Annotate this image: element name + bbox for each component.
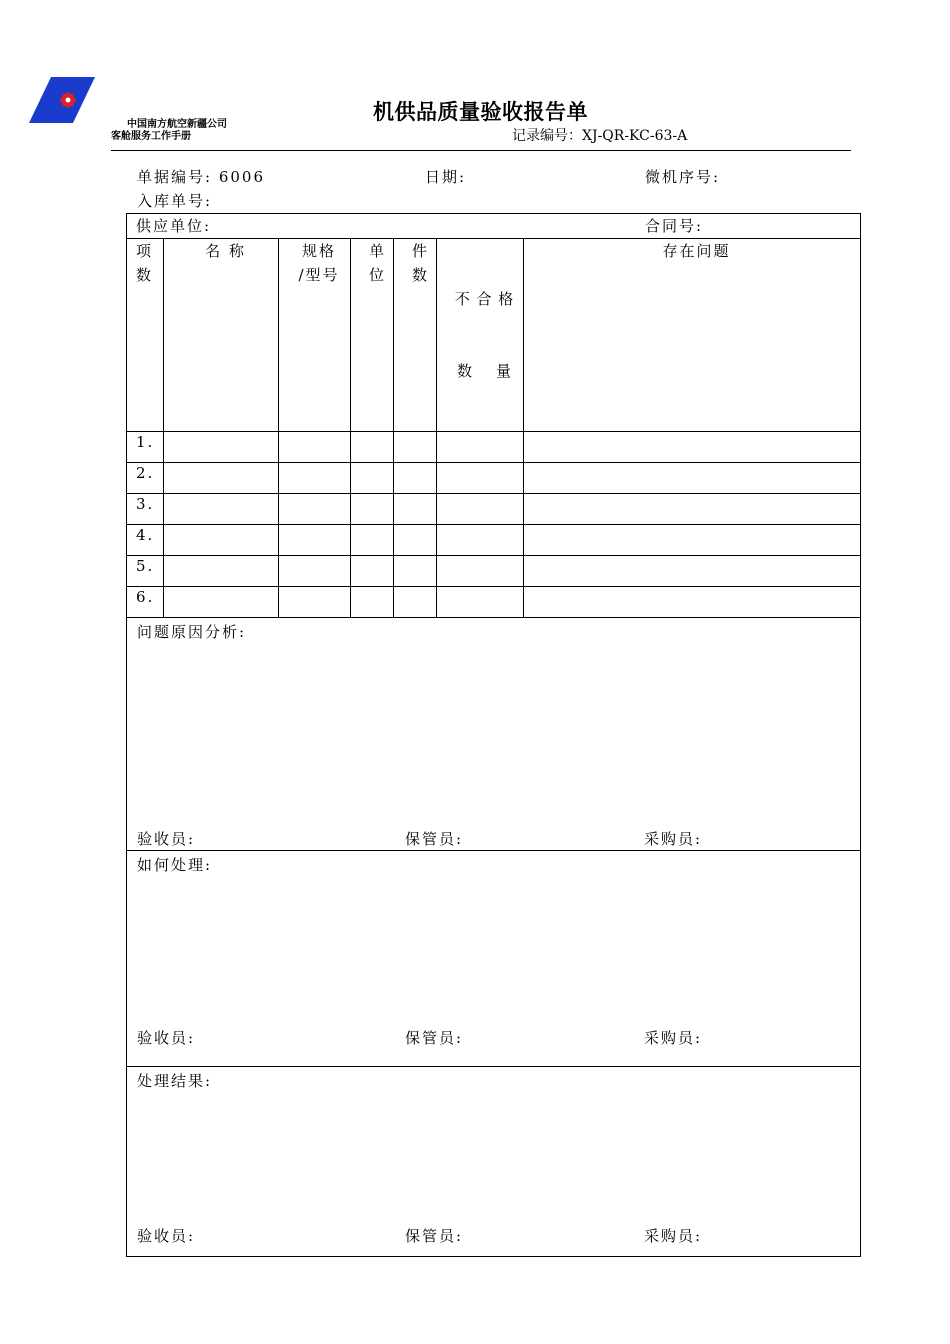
col-defect-qty xyxy=(437,239,524,432)
cell-name[interactable] xyxy=(164,432,279,463)
cell-name[interactable] xyxy=(164,556,279,587)
contract-field: 合同号: xyxy=(645,217,704,235)
table-row xyxy=(127,587,861,618)
cell-unit[interactable] xyxy=(351,432,394,463)
result-keeper: 保管员: xyxy=(405,1227,464,1245)
col-index-line1: 项 xyxy=(136,242,152,260)
cell-issue[interactable] xyxy=(524,525,861,556)
page-title: 机供品质量验收报告单 xyxy=(373,100,588,124)
cell-defect-qty[interactable] xyxy=(437,525,524,556)
table-row xyxy=(127,463,861,494)
cell-spec[interactable] xyxy=(279,432,351,463)
cell-defect-qty[interactable] xyxy=(437,494,524,525)
col-issue xyxy=(524,239,861,432)
col-issue-label: 存在问题 xyxy=(662,242,731,260)
supplier-row xyxy=(127,214,861,239)
cell-defect-qty[interactable] xyxy=(437,556,524,587)
col-unit-line1: 单 xyxy=(368,242,384,260)
table-row xyxy=(127,494,861,525)
col-index xyxy=(127,239,164,432)
cell-defect-qty[interactable] xyxy=(437,463,524,494)
row-number: 6. xyxy=(127,587,164,618)
col-spec xyxy=(279,239,351,432)
cell-pieces[interactable] xyxy=(394,587,437,618)
result-inspector: 验收员: xyxy=(137,1227,196,1245)
row-number: 2. xyxy=(127,463,164,494)
row-number: 4. xyxy=(127,525,164,556)
company-name: 中国南方航空新疆公司 xyxy=(127,119,227,130)
cell-issue[interactable] xyxy=(524,587,861,618)
table-row xyxy=(127,556,861,587)
table-row xyxy=(127,432,861,463)
manual-name: 客舱服务工作手册 xyxy=(111,131,191,142)
cell-pieces[interactable] xyxy=(394,432,437,463)
date-field: 日期: xyxy=(425,168,467,186)
cell-spec[interactable] xyxy=(279,525,351,556)
cell-unit[interactable] xyxy=(351,494,394,525)
cell-unit[interactable] xyxy=(351,525,394,556)
col-name-label: 名 称 xyxy=(205,242,246,260)
cell-unit[interactable] xyxy=(351,556,394,587)
cell-defect-qty[interactable] xyxy=(437,587,524,618)
col-index-line2: 数 xyxy=(136,266,152,284)
handling-inspector: 验收员: xyxy=(137,1029,196,1047)
col-unit xyxy=(351,239,394,432)
row-number: 3. xyxy=(127,494,164,525)
handling-section xyxy=(127,851,861,1067)
cell-spec[interactable] xyxy=(279,556,351,587)
cell-name[interactable] xyxy=(164,463,279,494)
doc-number-field: 单据编号: 6006 xyxy=(137,168,265,186)
cell-spec[interactable] xyxy=(279,587,351,618)
row-number: 5. xyxy=(127,556,164,587)
cell-pieces[interactable] xyxy=(394,463,437,494)
supplier-field: 供应单位: xyxy=(136,217,212,235)
col-pieces xyxy=(394,239,437,432)
record-number: 记录编号：XJ-QR-KC-63-A xyxy=(512,128,688,144)
microcomputer-seq-field: 微机序号: xyxy=(645,168,721,186)
col-pieces-line1: 件 xyxy=(411,242,427,260)
analysis-area[interactable] xyxy=(127,618,861,851)
col-defect-line1: 不 合 格 xyxy=(454,290,515,308)
warehouse-receipt-field: 入库单号: xyxy=(137,192,213,210)
analysis-label: 问题原因分析: xyxy=(137,623,247,641)
col-spec-line2: /型号 xyxy=(298,266,340,284)
col-pieces-line2: 数 xyxy=(411,266,427,284)
analysis-keeper: 保管员: xyxy=(405,830,464,848)
result-purchaser: 采购员: xyxy=(644,1227,703,1245)
col-spec-line1: 规格 xyxy=(301,242,336,260)
cell-issue[interactable] xyxy=(524,556,861,587)
col-unit-line2: 位 xyxy=(368,266,384,284)
cell-issue[interactable] xyxy=(524,432,861,463)
inspection-table xyxy=(126,213,861,1257)
col-name xyxy=(164,239,279,432)
handling-area[interactable] xyxy=(127,851,861,1067)
analysis-inspector: 验收员: xyxy=(137,830,196,848)
analysis-section xyxy=(127,618,861,851)
cell-name[interactable] xyxy=(164,587,279,618)
cell-unit[interactable] xyxy=(351,463,394,494)
result-label: 处理结果: xyxy=(137,1072,213,1090)
col-defect-line2: 数 量 xyxy=(456,362,513,380)
handling-label: 如何处理: xyxy=(137,856,213,874)
airline-logo xyxy=(29,77,95,123)
cell-pieces[interactable] xyxy=(394,525,437,556)
cell-pieces[interactable] xyxy=(394,556,437,587)
cell-issue[interactable] xyxy=(524,494,861,525)
cell-name[interactable] xyxy=(164,494,279,525)
analysis-purchaser: 采购员: xyxy=(644,830,703,848)
handling-keeper: 保管员: xyxy=(405,1029,464,1047)
cell-issue[interactable] xyxy=(524,463,861,494)
header-divider xyxy=(111,150,851,151)
cell-spec[interactable] xyxy=(279,494,351,525)
cell-defect-qty[interactable] xyxy=(437,432,524,463)
cell-name[interactable] xyxy=(164,525,279,556)
cell-unit[interactable] xyxy=(351,587,394,618)
cell-spec[interactable] xyxy=(279,463,351,494)
table-row xyxy=(127,525,861,556)
handling-purchaser: 采购员: xyxy=(644,1029,703,1047)
column-header-row xyxy=(127,239,861,432)
cell-pieces[interactable] xyxy=(394,494,437,525)
result-section xyxy=(127,1067,861,1257)
result-area[interactable] xyxy=(127,1067,861,1257)
row-number: 1. xyxy=(127,432,164,463)
